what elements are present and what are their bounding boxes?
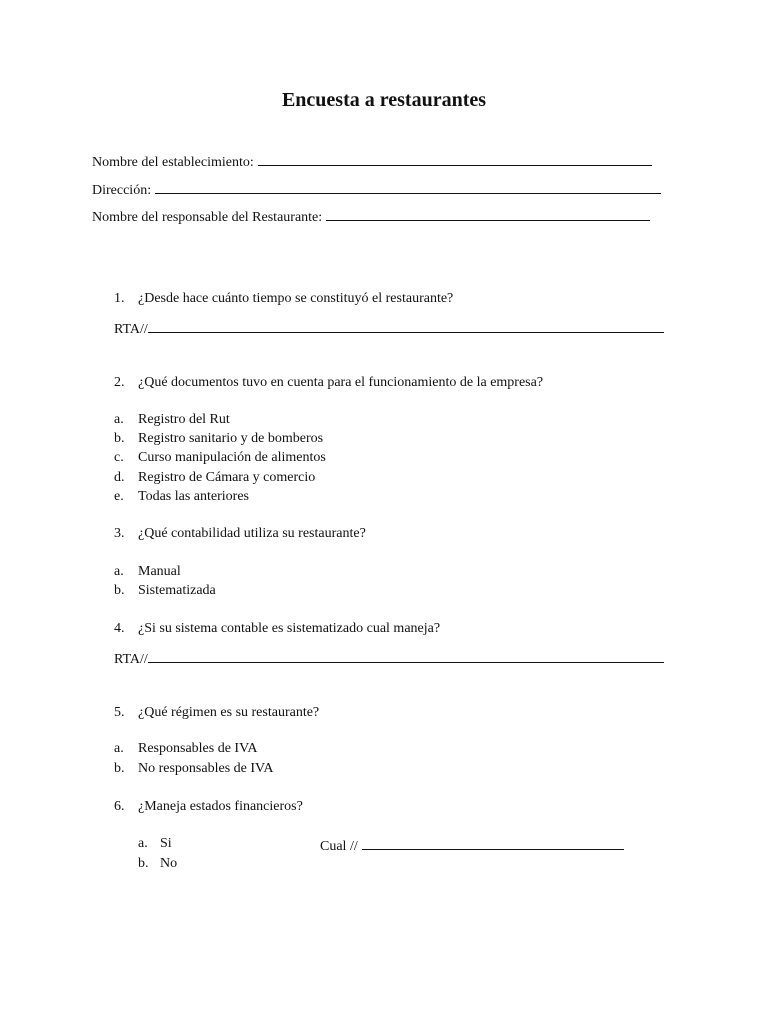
- option-item: [114, 451, 326, 465]
- option-item: [114, 565, 181, 579]
- option-letter: b.: [114, 583, 125, 598]
- cual-label: Cual //: [320, 839, 358, 854]
- question-3: [114, 527, 366, 541]
- document-title: Encuesta a restaurantes: [281, 89, 487, 111]
- answer-blank-4[interactable]: [148, 650, 664, 663]
- question-number: 3.: [114, 526, 125, 541]
- question-text: ¿Qué régimen es su restaurante?: [138, 705, 320, 720]
- option-text: Registro de Cámara y comercio: [138, 470, 316, 485]
- question-4: [114, 622, 440, 636]
- option-letter: c.: [114, 450, 124, 465]
- option-item: [114, 413, 230, 427]
- field-manager: [92, 208, 650, 225]
- question-text: ¿Desde hace cuánto tiempo se constituyó el restaurante?: [138, 291, 454, 306]
- question-number: 2.: [114, 375, 125, 390]
- answer-blank-1[interactable]: [148, 320, 664, 333]
- option-letter: e.: [114, 489, 124, 504]
- question-text: ¿Qué contabilidad utiliza su restaurante?: [138, 526, 366, 541]
- option-text: Todas las anteriores: [138, 489, 249, 504]
- answer-line-4: [114, 650, 664, 667]
- option-text: Si: [160, 836, 172, 851]
- option-letter: b.: [138, 856, 149, 871]
- option-item: [114, 432, 323, 446]
- option-text: Registro del Rut: [138, 412, 230, 427]
- option-item: [114, 742, 258, 756]
- option-letter: b.: [114, 761, 125, 776]
- option-letter: b.: [114, 431, 125, 446]
- question-number: 6.: [114, 799, 125, 814]
- option-item: [114, 490, 249, 504]
- option-item: [114, 762, 273, 776]
- field-manager-blank[interactable]: [326, 208, 650, 221]
- field-establishment-blank[interactable]: [258, 153, 652, 166]
- question-text: ¿Qué documentos tuvo en cuenta para el funcionamiento de la empresa?: [138, 375, 544, 390]
- option-text: Sistematizada: [138, 583, 216, 598]
- field-manager-label: Nombre del responsable del Restaurante:: [92, 210, 323, 225]
- question-number: 1.: [114, 291, 125, 306]
- cual-field: [320, 837, 624, 854]
- question-text: ¿Si su sistema contable es sistematizado cual maneja?: [138, 621, 441, 636]
- rta-label: RTA//: [114, 652, 148, 667]
- question-2: [114, 376, 543, 390]
- option-letter: a.: [114, 564, 124, 579]
- option-item: [138, 857, 177, 871]
- option-text: Responsables de IVA: [138, 741, 258, 756]
- question-5: [114, 706, 319, 720]
- option-letter: a.: [114, 412, 124, 427]
- field-address: [92, 181, 661, 198]
- option-item: [114, 584, 216, 598]
- option-item: [138, 837, 172, 851]
- question-6: [114, 800, 303, 814]
- option-text: No responsables de IVA: [138, 761, 274, 776]
- option-letter: d.: [114, 470, 125, 485]
- option-item: [114, 471, 315, 485]
- option-text: Curso manipulación de alimentos: [138, 450, 326, 465]
- option-letter: a.: [114, 741, 124, 756]
- question-1: [114, 292, 453, 306]
- option-letter: a.: [138, 836, 148, 851]
- field-address-blank[interactable]: [155, 181, 661, 194]
- option-text: Manual: [138, 564, 181, 579]
- question-number: 5.: [114, 705, 125, 720]
- field-establishment-label: Nombre del establecimiento:: [92, 155, 254, 170]
- answer-line-1: [114, 320, 664, 337]
- rta-label: RTA//: [114, 322, 148, 337]
- option-text: Registro sanitario y de bomberos: [138, 431, 324, 446]
- option-text: No: [160, 856, 178, 871]
- field-address-label: Dirección:: [92, 183, 152, 198]
- cual-blank[interactable]: [362, 837, 624, 850]
- question-number: 4.: [114, 621, 125, 636]
- field-establishment: [92, 153, 652, 170]
- question-text: ¿Maneja estados financieros?: [138, 799, 303, 814]
